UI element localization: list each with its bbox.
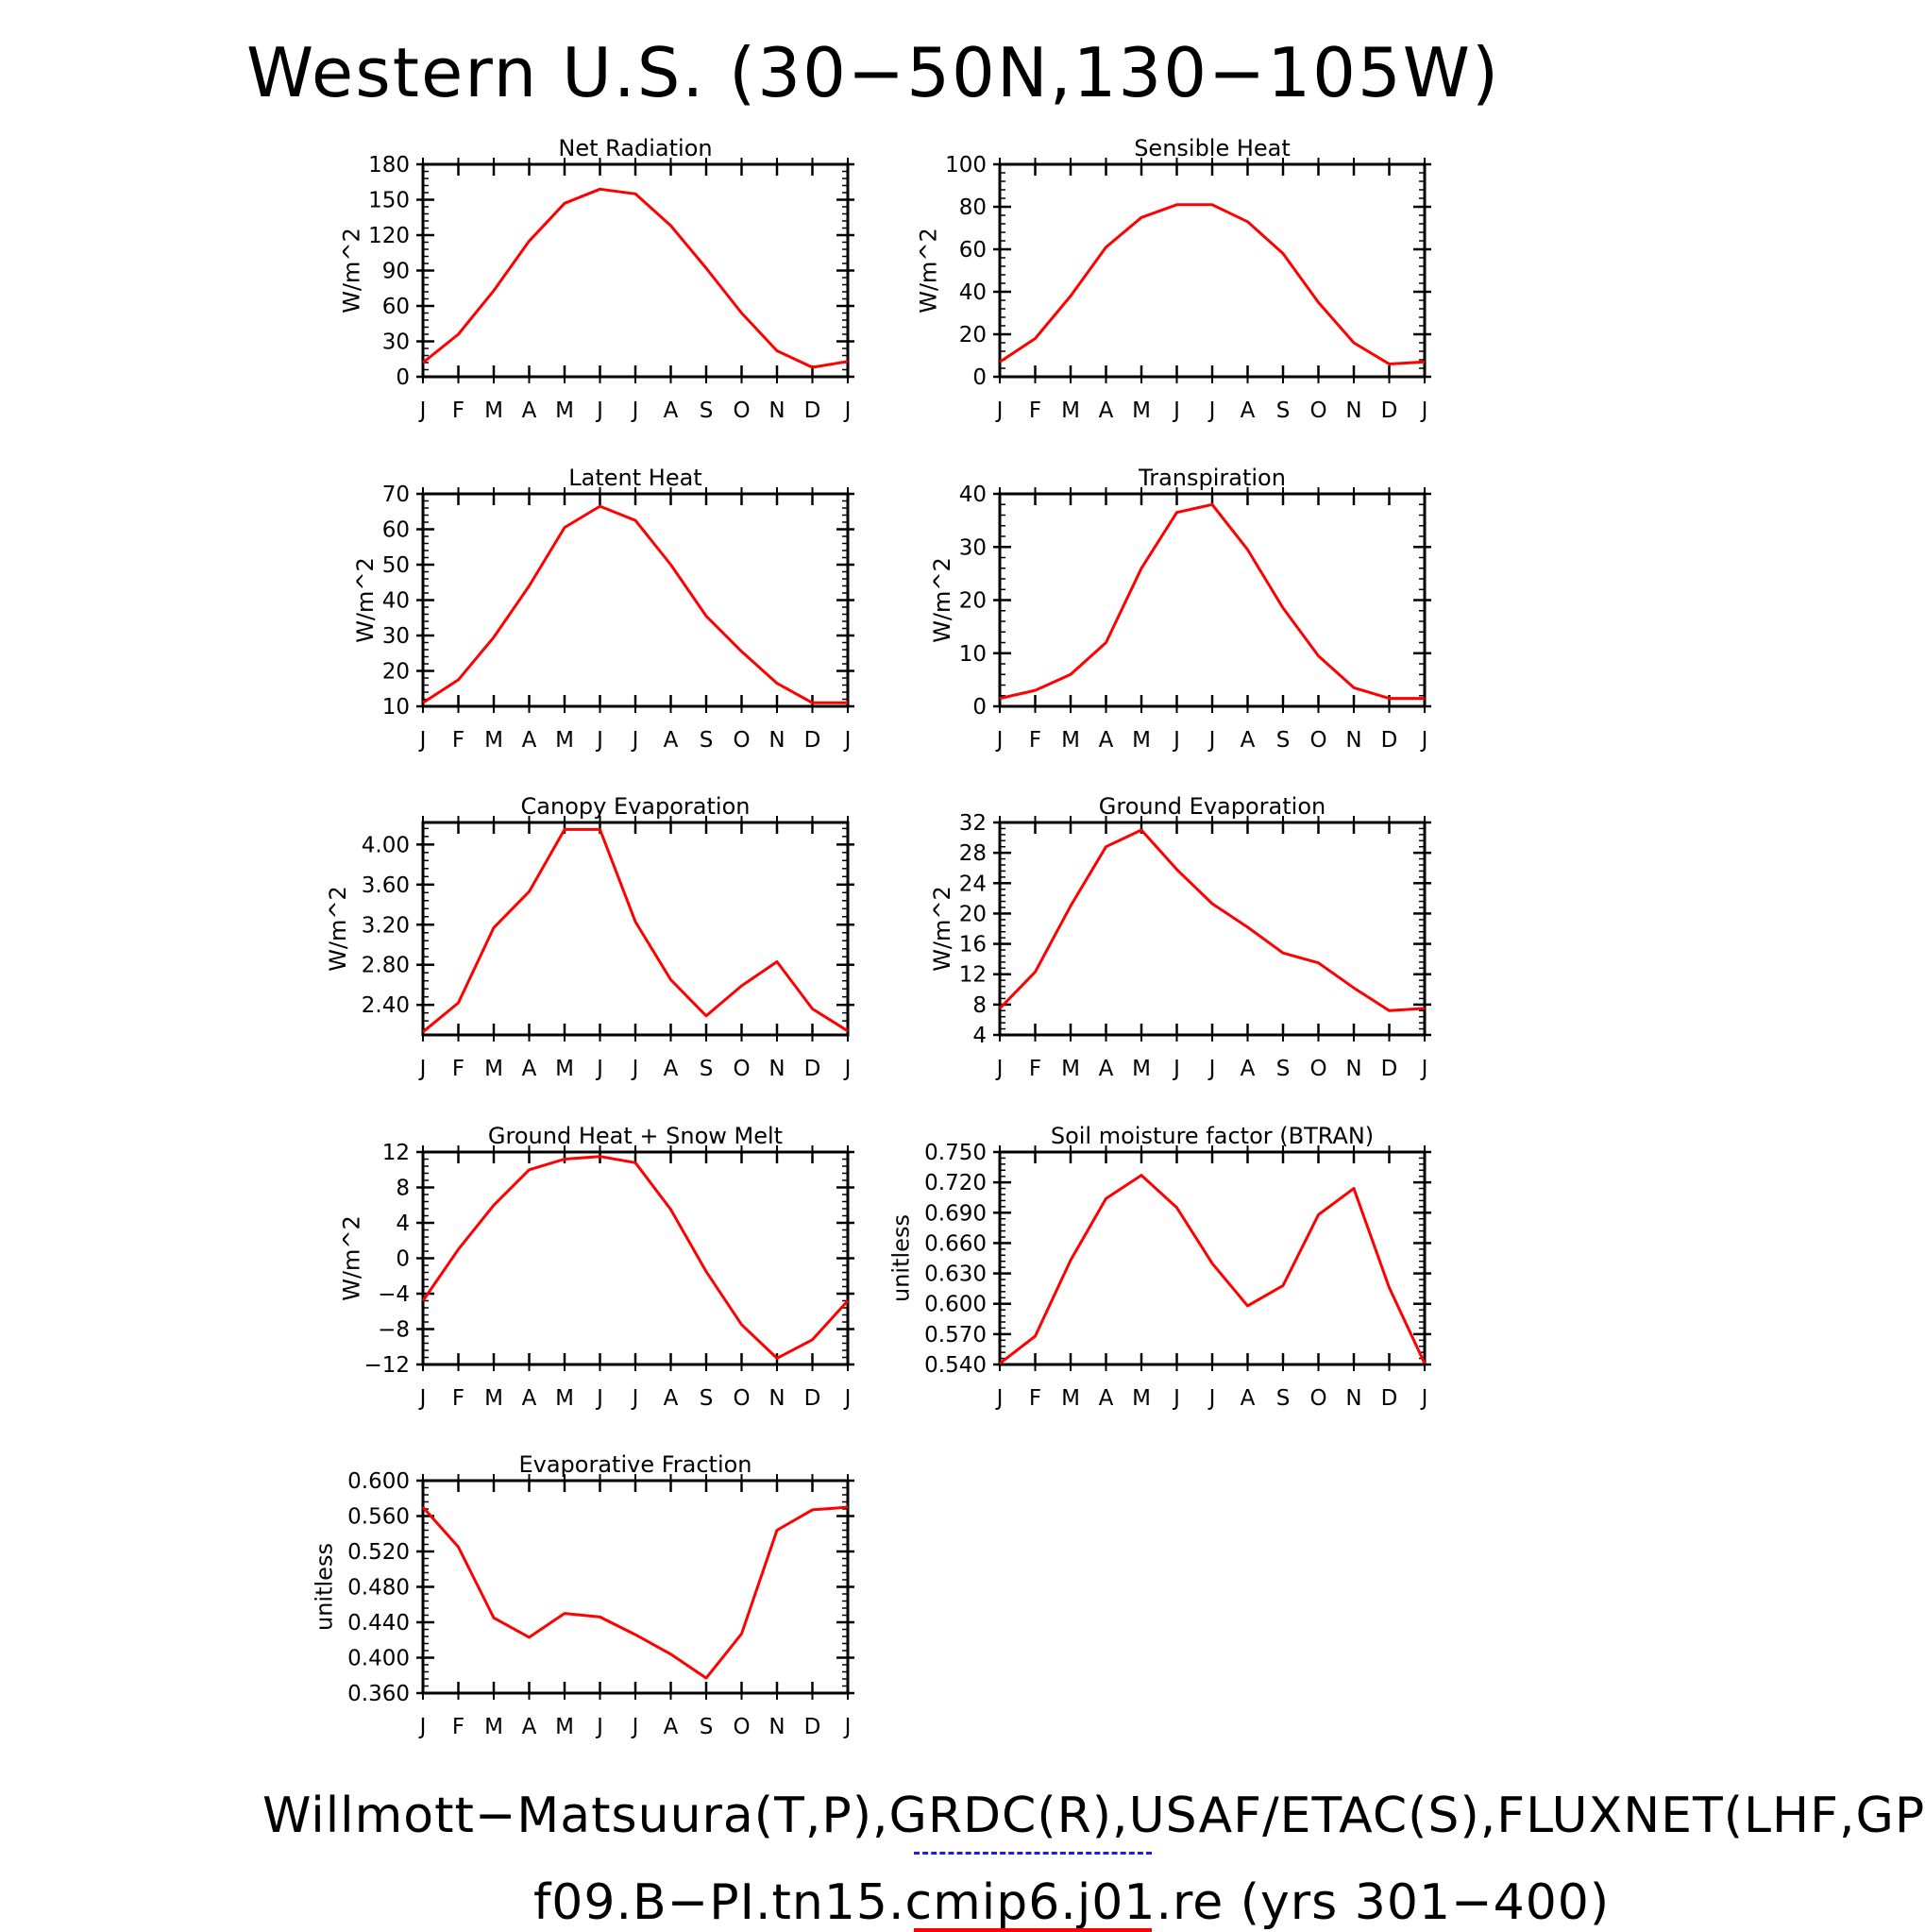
- panel-title: Ground Heat + Snow Melt: [487, 1123, 784, 1149]
- x-tick-label: M: [555, 1386, 574, 1411]
- y-tick-label: 150: [368, 188, 410, 213]
- x-tick-label: J: [844, 728, 852, 753]
- panel-title: Soil moisture factor (BTRAN): [1050, 1123, 1375, 1149]
- panel-6: [929, 793, 1431, 1081]
- x-tick-label: N: [768, 1715, 785, 1739]
- series-line: [1000, 1176, 1425, 1364]
- x-tick-label: J: [632, 1386, 639, 1411]
- panel-title: Transpiration: [1139, 465, 1286, 491]
- y-tick-label: −4: [378, 1282, 410, 1307]
- x-tick-label: J: [419, 1715, 427, 1739]
- x-tick-label: A: [521, 728, 537, 753]
- x-tick-label: J: [1174, 728, 1180, 753]
- x-tick-label: J: [1208, 1057, 1216, 1081]
- y-tick-label: 24: [958, 872, 987, 897]
- x-tick-label: M: [484, 1715, 503, 1739]
- x-tick-label: M: [1061, 728, 1080, 753]
- x-tick-label: J: [597, 1386, 603, 1411]
- x-tick-label: J: [996, 398, 1004, 423]
- y-axis-label: unitless: [311, 1543, 338, 1631]
- x-tick-label: J: [632, 398, 639, 423]
- panel-9: [312, 1451, 855, 1739]
- y-tick-label: 12: [958, 962, 987, 988]
- y-tick-label: 0.560: [347, 1504, 410, 1530]
- y-tick-label: 120: [368, 224, 410, 248]
- x-tick-label: S: [699, 1386, 714, 1411]
- y-tick-label: 3.20: [361, 913, 410, 939]
- panel-frame: [1000, 494, 1425, 706]
- x-tick-label: F: [1028, 1057, 1042, 1081]
- y-tick-label: 30: [381, 330, 410, 355]
- y-tick-label: 100: [945, 153, 987, 178]
- x-tick-label: A: [663, 728, 679, 753]
- panel-frame: [423, 494, 848, 706]
- x-tick-label: O: [733, 1715, 751, 1739]
- x-tick-label: J: [632, 728, 639, 753]
- panel-5: [325, 793, 854, 1081]
- panel-2: [916, 135, 1432, 423]
- y-tick-label: 28: [958, 841, 987, 867]
- y-axis-label: W/m^2: [325, 886, 351, 972]
- x-tick-label: S: [1275, 398, 1291, 423]
- y-tick-label: 0.600: [347, 1469, 410, 1494]
- x-tick-label: O: [733, 728, 751, 753]
- model-legend-line: [914, 1928, 1152, 1932]
- x-tick-label: M: [484, 398, 503, 423]
- x-tick-label: M: [484, 728, 503, 753]
- x-tick-label: S: [1275, 728, 1291, 753]
- y-tick-label: 60: [958, 238, 987, 263]
- y-axis-label: W/m^2: [929, 886, 955, 972]
- y-tick-label: 40: [381, 588, 410, 614]
- x-tick-label: A: [521, 1715, 537, 1739]
- x-tick-label: J: [996, 1057, 1004, 1081]
- y-tick-label: 32: [958, 811, 987, 836]
- x-tick-label: J: [597, 1715, 603, 1739]
- x-tick-label: F: [451, 1057, 465, 1081]
- x-tick-label: S: [1275, 1386, 1291, 1411]
- x-tick-label: J: [844, 398, 852, 423]
- panel-frame: [1000, 822, 1425, 1035]
- x-tick-label: A: [663, 1057, 679, 1081]
- x-tick-label: O: [1309, 1386, 1327, 1411]
- x-tick-label: F: [451, 1386, 465, 1411]
- panel-3: [352, 465, 854, 753]
- y-tick-label: 4.00: [361, 833, 410, 858]
- x-tick-label: F: [451, 1715, 465, 1739]
- observations-legend-line: [914, 1852, 1152, 1855]
- page-title: Western U.S. (30−50N,130−105W): [245, 33, 1501, 112]
- x-tick-label: J: [1421, 1386, 1428, 1411]
- x-tick-label: N: [1345, 398, 1362, 423]
- panel-frame: [423, 1152, 848, 1364]
- series-line: [1000, 830, 1425, 1010]
- y-tick-label: 70: [381, 483, 410, 507]
- x-tick-label: F: [1028, 728, 1042, 753]
- x-tick-label: N: [768, 398, 785, 423]
- y-tick-label: 2.40: [361, 993, 410, 1019]
- x-tick-label: J: [419, 728, 427, 753]
- y-tick-label: 180: [368, 153, 410, 178]
- y-tick-label: 50: [381, 553, 410, 578]
- panel-title: Net Radiation: [558, 135, 713, 161]
- y-tick-label: 10: [381, 695, 410, 720]
- y-axis-label: W/m^2: [352, 557, 379, 643]
- y-tick-label: 0.570: [924, 1322, 987, 1347]
- panel-frame: [1000, 164, 1425, 377]
- y-tick-label: 80: [958, 195, 987, 220]
- x-tick-label: D: [1380, 398, 1398, 423]
- x-tick-label: N: [1345, 1386, 1362, 1411]
- x-tick-label: J: [844, 1057, 852, 1081]
- panel-4: [929, 465, 1431, 753]
- y-tick-label: 0: [972, 365, 987, 390]
- x-tick-label: O: [733, 398, 751, 423]
- x-tick-label: N: [768, 728, 785, 753]
- y-tick-label: 4: [972, 1024, 987, 1048]
- x-tick-label: J: [1174, 1057, 1180, 1081]
- x-tick-label: A: [1098, 1386, 1114, 1411]
- observations-caption: Willmott−Matsuura(T,P),GRDC(R),USAF/ETAC(S),FLUXNET(LHF,GP: [262, 1788, 1925, 1844]
- y-tick-label: 40: [958, 280, 987, 305]
- y-tick-label: 2.80: [361, 953, 410, 978]
- x-tick-label: S: [699, 1057, 714, 1081]
- y-tick-label: 0.750: [924, 1141, 987, 1165]
- x-tick-label: O: [733, 1386, 751, 1411]
- y-tick-label: 0: [396, 1246, 410, 1272]
- y-tick-label: 30: [381, 624, 410, 649]
- y-axis-label: W/m^2: [929, 557, 955, 643]
- x-tick-label: J: [1208, 1386, 1216, 1411]
- x-tick-label: J: [1421, 728, 1428, 753]
- x-tick-label: F: [1028, 1386, 1042, 1411]
- y-tick-label: −12: [363, 1353, 410, 1378]
- x-tick-label: A: [663, 1386, 679, 1411]
- panel-title: Latent Heat: [568, 465, 702, 491]
- panel-title: Ground Evaporation: [1098, 793, 1326, 820]
- panel-frame: [423, 822, 848, 1035]
- x-tick-label: M: [1061, 398, 1080, 423]
- x-tick-label: M: [555, 1715, 574, 1739]
- x-tick-label: D: [1380, 728, 1398, 753]
- x-tick-label: N: [768, 1057, 785, 1081]
- x-tick-label: M: [555, 1057, 574, 1081]
- x-tick-label: O: [1309, 1057, 1327, 1081]
- x-tick-label: S: [699, 728, 714, 753]
- x-tick-label: J: [1208, 398, 1216, 423]
- x-tick-label: D: [1380, 1386, 1398, 1411]
- series-line: [1000, 504, 1425, 698]
- x-tick-label: M: [484, 1057, 503, 1081]
- panel-title: Evaporative Fraction: [518, 1451, 752, 1478]
- y-axis-label: W/m^2: [338, 1215, 365, 1301]
- x-tick-label: F: [451, 398, 465, 423]
- y-tick-label: 0.360: [347, 1682, 410, 1706]
- model-caption: f09.B−PI.tn15.cmip6.j01.re (yrs 301−400): [533, 1874, 1611, 1931]
- x-tick-label: D: [803, 1057, 821, 1081]
- x-tick-label: S: [1275, 1057, 1291, 1081]
- y-tick-label: 0.720: [924, 1171, 987, 1196]
- x-tick-label: A: [1098, 1057, 1114, 1081]
- x-tick-label: J: [597, 1057, 603, 1081]
- x-tick-label: A: [1240, 1057, 1256, 1081]
- series-line: [423, 189, 848, 367]
- x-tick-label: D: [803, 1715, 821, 1739]
- x-tick-label: J: [419, 1057, 427, 1081]
- y-axis-label: W/m^2: [338, 228, 365, 314]
- x-tick-label: J: [419, 398, 427, 423]
- y-tick-label: 0.440: [347, 1611, 410, 1635]
- x-tick-label: S: [699, 398, 714, 423]
- x-tick-label: N: [768, 1386, 785, 1411]
- x-tick-label: F: [451, 728, 465, 753]
- x-tick-label: M: [1132, 1386, 1151, 1411]
- x-tick-label: J: [996, 1386, 1004, 1411]
- y-tick-label: 8: [972, 992, 987, 1018]
- series-line: [423, 1507, 848, 1678]
- x-tick-label: J: [632, 1057, 639, 1081]
- y-tick-label: 60: [381, 295, 410, 319]
- y-tick-label: 20: [958, 588, 987, 614]
- x-tick-label: S: [699, 1715, 714, 1739]
- y-tick-label: 0: [972, 695, 987, 720]
- x-tick-label: A: [521, 1057, 537, 1081]
- x-tick-label: M: [1061, 1386, 1080, 1411]
- x-tick-label: M: [484, 1386, 503, 1411]
- x-tick-label: M: [1132, 728, 1151, 753]
- y-tick-label: 4: [396, 1212, 410, 1236]
- panel-title: Sensible Heat: [1134, 135, 1291, 161]
- series-line: [423, 506, 848, 703]
- x-tick-label: D: [1380, 1057, 1398, 1081]
- x-tick-label: J: [844, 1715, 852, 1739]
- x-tick-label: M: [555, 398, 574, 423]
- x-tick-label: J: [1421, 1057, 1428, 1081]
- y-tick-label: 16: [958, 932, 987, 958]
- y-tick-label: 0.660: [924, 1231, 987, 1257]
- x-tick-label: A: [1240, 1386, 1256, 1411]
- panel-frame: [1000, 1152, 1425, 1364]
- x-tick-label: J: [1208, 728, 1216, 753]
- x-tick-label: J: [419, 1386, 427, 1411]
- y-tick-label: 0.520: [347, 1540, 410, 1565]
- y-tick-label: 0.600: [924, 1292, 987, 1317]
- y-tick-label: 40: [958, 483, 987, 507]
- y-tick-label: 12: [381, 1141, 410, 1165]
- x-tick-label: N: [1345, 728, 1362, 753]
- x-tick-label: J: [1421, 398, 1428, 423]
- x-tick-label: A: [663, 1715, 679, 1739]
- y-tick-label: 0.400: [347, 1646, 410, 1671]
- series-line: [1000, 205, 1425, 364]
- x-tick-label: A: [663, 398, 679, 423]
- y-tick-label: 20: [381, 659, 410, 685]
- y-tick-label: −8: [378, 1317, 410, 1343]
- x-tick-label: A: [521, 398, 537, 423]
- y-tick-label: 0.540: [924, 1353, 987, 1378]
- y-tick-label: 0: [396, 365, 410, 390]
- y-tick-label: 20: [958, 902, 987, 927]
- x-tick-label: J: [1174, 1386, 1180, 1411]
- x-tick-label: A: [1240, 398, 1256, 423]
- panel-8: [888, 1123, 1432, 1411]
- x-tick-label: O: [733, 1057, 751, 1081]
- x-tick-label: J: [996, 728, 1004, 753]
- y-tick-label: 10: [958, 641, 987, 667]
- x-tick-label: M: [1132, 1057, 1151, 1081]
- x-tick-label: A: [1098, 728, 1114, 753]
- y-tick-label: 60: [381, 517, 410, 543]
- y-tick-label: 0.690: [924, 1201, 987, 1227]
- series-line: [423, 1157, 848, 1359]
- y-tick-label: 30: [958, 535, 987, 561]
- x-tick-label: D: [803, 728, 821, 753]
- x-tick-label: J: [1174, 398, 1180, 423]
- x-tick-label: A: [1240, 728, 1256, 753]
- x-tick-label: A: [521, 1386, 537, 1411]
- x-tick-label: J: [597, 728, 603, 753]
- y-tick-label: 20: [958, 323, 987, 347]
- panel-frame: [423, 1481, 848, 1693]
- y-axis-label: W/m^2: [915, 228, 942, 314]
- x-tick-label: N: [1345, 1057, 1362, 1081]
- x-tick-label: D: [803, 1386, 821, 1411]
- y-axis-label: unitless: [887, 1214, 915, 1302]
- x-tick-label: J: [844, 1386, 852, 1411]
- y-tick-label: 90: [381, 259, 410, 284]
- y-tick-label: 0.630: [924, 1262, 987, 1287]
- x-tick-label: F: [1028, 398, 1042, 423]
- series-line: [423, 829, 848, 1031]
- panel-frame: [423, 164, 848, 377]
- x-tick-label: J: [632, 1715, 639, 1739]
- x-tick-label: A: [1098, 398, 1114, 423]
- panel-1: [339, 135, 855, 423]
- x-tick-label: M: [1132, 398, 1151, 423]
- y-tick-label: 3.60: [361, 873, 410, 898]
- x-tick-label: D: [803, 398, 821, 423]
- x-tick-label: J: [597, 398, 603, 423]
- y-tick-label: 0.480: [347, 1575, 410, 1601]
- panel-7: [339, 1123, 855, 1411]
- x-tick-label: M: [555, 728, 574, 753]
- x-tick-label: O: [1309, 398, 1327, 423]
- x-tick-label: M: [1061, 1057, 1080, 1081]
- y-tick-label: 8: [396, 1176, 410, 1201]
- x-tick-label: O: [1309, 728, 1327, 753]
- panel-title: Canopy Evaporation: [520, 793, 751, 820]
